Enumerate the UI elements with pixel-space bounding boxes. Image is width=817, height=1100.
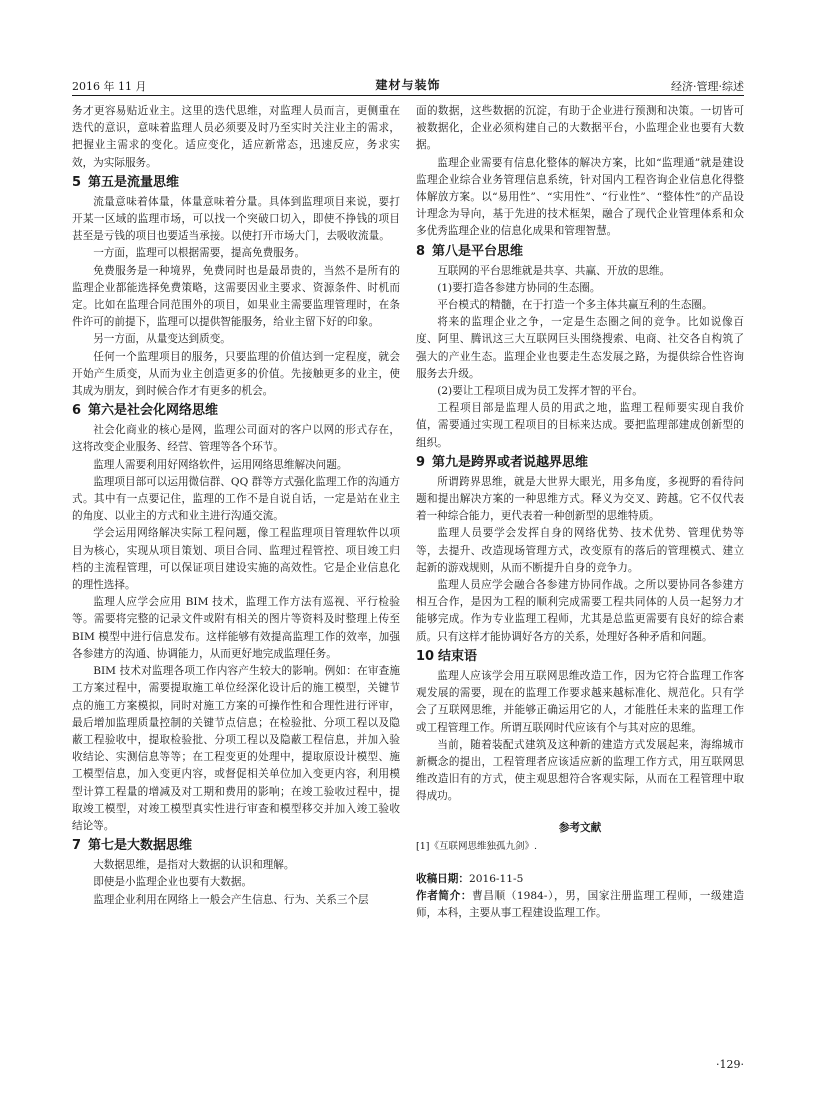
article-meta [416,871,744,922]
paragraph: 监理人应学会应用 BIM 技术，监理工作方法有巡视、平行检验等。需要将完整的记录文件或附有相关的图片等资料及时整理上传至 BIM 模型中进行信息发布。这样能够有效提高监理工作的效率，加强各参建方的沟通、协调能力，从而更好地完成监理任务。 [72,596,400,660]
references-title: 参考文献 [558,821,602,834]
paragraph: BIM 技术对监理各项工作内容产生较大的影响。例如：在审查施工方案过程中，需要提取施工单位经深化设计后的施工模型，关键节点的施工方案模拟，同时对施工方案的可操作性和合理性进行评审，最后增加监理质量控制的关键节点信息；在检验批、分项工程以及隐蔽工程验收中，提取检验批、分项工程以及隐蔽工程信息，并加入验收结论、实测信息等等；在工程变更的处理中，提取原设计模型、施工模型信息，加入变更内容，或督促相关单位加入变更内容，利用模型计算工程量的增减及对工期和费用的影响；在竣工验收过程中，提取竣工模型，对竣工模型真实性进行审查和模型移交并加入竣工验收结论等。 [72,665,400,832]
page-number: ·129· [716,1058,744,1071]
paragraph: 务才更容易贴近业主。这里的迭代思维，对监理人员而言，更侧重在迭代的意识，意味着监理人员必须要及时乃至实时关注业主的需求，把握业主需求的变化。适应变化，适应新常态，迅速反应，务求实效，为实际服务。 [72,105,400,169]
paragraph: (2)要让工程项目成为员工发挥才智的平台。 [437,385,643,398]
right-column [416,103,744,922]
paragraph: 免费服务是一种境界，免费同时也是最昂贵的，当然不是所有的监理企业都能选择免费策略，这需要因业主要求、资源条件、时机而定。比如在监理合同范围外的项目，如果业主需要监理管理时，在条件许可的前提下，监理可以提供智能服务，给业主留下好的印象。 [72,264,400,329]
paragraph: 监理企业利用在网络上一般会产生信息、行为、关系三个层 [93,893,369,906]
paragraph: 所谓跨界思维，就是大世界大眼光，用多角度，多视野的看待问题和提出解决方案的一种思维方式。释义为交叉、跨越。它不仅代表着一种综合能力，更代表着一种创新型的思维特质。 [416,475,744,523]
paragraph: 监理人员应学会融合各参建方协同作战。之所以要协同各参建方相互合作，是因为工程的顺利完成需要工程共同体的人员一起努力才能够完成。作为专业监理工程师，尤其是总监更需要有良好的综合素质。只有这样才能协调好各方的关系，处理好各种矛盾和问题。 [416,579,744,643]
section-heading-7: 7 第七是大数据思维 [72,838,193,854]
paragraph: 平台模式的精髓，在于打造一个多主体共赢互利的生态圈。 [437,299,713,312]
left-column [72,103,400,909]
paragraph: 互联网的平台思维就是共享、共赢、开放的思维。 [437,264,671,277]
author-bio: 作者简介：曹昌顺（1984-），男，国家注册监理工程师，一级建造师，本科，主要从事工程建设监理工作。 [416,889,745,919]
paragraph: 即使是小监理企业也要有大数据。 [93,876,253,889]
section-heading-9: 9 第九是跨界或者说越界思维 [416,454,589,470]
page-header [72,76,744,94]
paragraph: 当前，随着装配式建筑及这种新的建造方式发展起来，海绵城市新概念的提出，工程管理者应该适应新的监理工作方式，用互联网思维改造旧有的方式，使主观思想符合客观实际，从而在工程管理中取得成功。 [416,738,744,803]
section-heading-8: 8 第八是平台思维 [416,243,524,259]
section-heading-10: 10 结束语 [416,648,478,664]
paragraph: 监理企业需要有信息化整体的解决方案，比如“监理通”就是建设监理企业综合业务管理信息系统，针对国内工程咨询企业信息化得整体解放方案。以“易用性”、“实用性”、“行业性”、“整体性”的产品设计理念为导向，基于先进的技术框架，融合了现代企业管理体系和众多优秀监理企业的信息化成果和管理智慧。 [416,156,744,238]
paragraph: 工程项目部是监理人员的用武之地，监理工程师要实现自我价值，需要通过实现工程项目的目标来达成。要把监理部建成创新型的组织。 [416,402,744,449]
paragraph: 面的数据，这些数据的沉淀，有助于企业进行预测和决策。一切皆可被数据化，企业必须构建自己的大数据平台，小监理企业也要有大数据。 [416,105,744,152]
reference-item: [1]《互联网思维独孤九剑》. [416,840,537,852]
journal-name: 建材与装饰 [375,78,441,92]
paragraph: 学会运用网络解决实际工程问题，像工程监理项目管理软件以项目为核心，实现从项目策划、项目合同、监理过程管控、项目竣工归档的主流程管理，可以保证项目建设实施的高效性。它是企业信息化的理性选择。 [72,527,400,592]
paragraph: 社会化商业的核心是网，监理公司面对的客户以网的形式存在，这将改变企业服务、经营、管理等各个环节。 [72,424,400,454]
paragraph: 监理项目部可以运用微信群、QQ 群等方式强化监理工作的沟通方式。其中有一点要记住，监理的工作不是自说自话，一定是站在业主的角度、以业主的方式和业主进行沟通交流。 [72,475,400,523]
paragraph: 大数据思维，是指对大数据的认识和理解。 [93,859,295,872]
paragraph: 另一方面，从量变达到质变。 [93,333,231,346]
section-heading-5: 5 第五是流量思维 [72,174,180,190]
paragraph: 流量意味着体量，体量意味着分量。具体到监理项目来说，要打开某一区域的监理市场，可以找一个突破口切入，即使不挣钱的项目甚至是亏钱的项目也要适当承接。以使打开市场大门，去吸收流量。 [72,195,400,243]
received-date: 收稿日期：2016-11-5 [416,872,524,885]
paragraph: 一方面，监理可以根据需要，提高免费服务。 [93,247,306,260]
paragraph: 监理人需要利用好网络软件，运用网络思维解决问题。 [93,458,348,471]
paragraph: 监理人员要学会发挥自身的网络优势、技术优势、管理优势等等，去提升、改造现场管理方式，改变原有的落后的管理模式、建立起新的游戏规则，从而不断提升自身的竞争力。 [416,527,744,574]
section-name: 经济·管理·综述 [671,80,744,93]
paragraph: 监理人应该学会用互联网思维改造工作，因为它符合监理工作客观发展的需要，现在的监理工作要求越来越标准化、规范化。只有学会了互联网思维，并能够正确运用它的人，才能胜任未来的监理工作或工程管理工作。所谓互联网时代应该有个与其对应的思维。 [416,669,744,734]
paragraph: 任何一个监理项目的服务，只要监理的价值达到一定程度，就会开始产生质变，从而为业主创造更多的价值。先接触更多的业主，使其成为朋友，到时候合作才有更多的机会。 [72,350,400,398]
paragraph: 将来的监理企业之争，一定是生态圈之间的竞争。比如说像百度、阿里、腾讯这三大互联网巨头围绕搜索、电商、社交各自构筑了强大的产业生态。监理企业也要走生态发展之路，为提供综合性咨询服务去升级。 [416,316,744,380]
section-heading-6: 6 第六是社会化网络思维 [72,403,219,419]
paragraph: (1)要打造各参建方协同的生态圈。 [437,281,601,294]
issue-date: 2016 年 11 月 [72,80,147,93]
header-rule [72,95,744,96]
